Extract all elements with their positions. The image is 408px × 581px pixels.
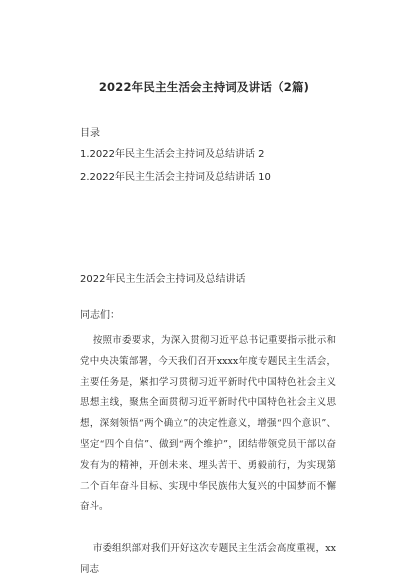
body-paragraph: 市委组织部对我们开好这次专题民主生活会高度重视，xx同志	[80, 543, 336, 575]
greeting: 同志们：	[80, 310, 120, 321]
toc-item[interactable]: 1.2022年民主生活会主持词及总结讲话 2	[80, 149, 265, 160]
document-title: 2022年民主生活会主持词及讲话（2篇)	[98, 80, 310, 94]
section-title: 2022年民主生活会主持词及总结讲话	[80, 274, 246, 285]
body-paragraph: 按照市委要求，为深入贯彻习近平总书记重要指示批示和党中央决策部署，今天我们召开xxxx年度专题民主生活会，主要任务是，紧扣学习贯彻习近平新时代中国特色社会主义思想主线，聚焦全面贯彻习近平新时代中国特色社会主义思想，深刻领悟“两个确立”的决定性意义，增强“四个意识”、坚定“四个自信”、做到“两个维护”，团结带领党员干部以奋发有为的精神，开创未来、埋头苦干、勇毅前行，为实现第二个百年奋斗目标、实现中华民族伟大复兴的中国梦而不懈奋斗。	[80, 335, 336, 513]
toc-heading: 目录	[80, 128, 100, 139]
toc-item[interactable]: 2.2022年民主生活会主持词及总结讲话 10	[80, 172, 271, 183]
